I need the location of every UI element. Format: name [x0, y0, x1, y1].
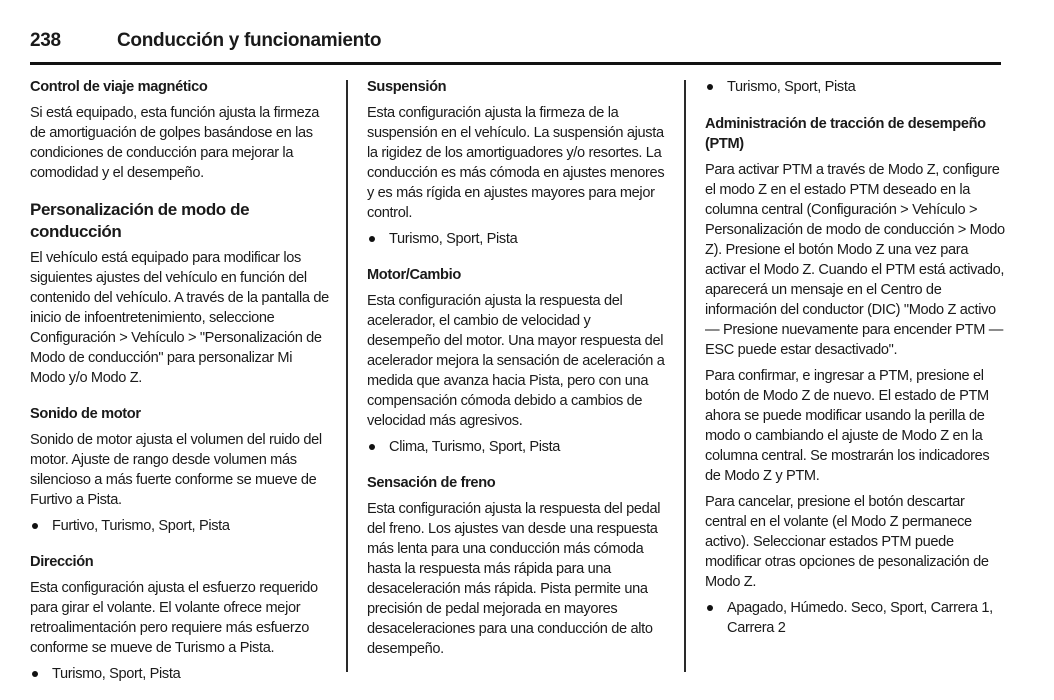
- section-heading: Suspensión: [367, 79, 447, 95]
- section-sonido-de-motor: [30, 404, 330, 536]
- section-paragraph: Para activar PTM a través de Modo Z, configure el modo Z en el estado PTM deseado en la columna central (Configuración > Vehículo > Personalización de modo de conducción > Modo Z). Presione el botón Modo Z una vez para activar el Modo Z. Cuando el PTM está activado, aparecerá un mensaje en el Centro de información del conductor (DIC) "Modo Z activo — Presione nuevamente para encender PTM — ESC puede estar desactivado".: [705, 162, 1005, 358]
- section-heading: Dirección: [30, 554, 94, 570]
- section-direccion: [30, 552, 330, 684]
- section-heading: Administración de tracción de desempeño (PTM): [705, 116, 986, 152]
- section-ptm: [705, 114, 1005, 638]
- bullet-text: Turismo, Sport, Pista: [727, 79, 856, 95]
- section-paragraph: Si está equipado, esta función ajusta la firmeza de amortiguación de golpes basándose en las condiciones de conducción para mejorar la comodidad y el desempeño.: [30, 105, 320, 181]
- section-heading: Sonido de motor: [30, 406, 141, 422]
- page-header: [30, 28, 1001, 65]
- section-heading: Control de viaje magnético: [30, 79, 208, 95]
- column-divider: [684, 80, 686, 672]
- bullet-icon: [707, 84, 713, 90]
- section-personalizacion-modo-conduccion: [30, 199, 330, 388]
- bullet-text: Turismo, Sport, Pista: [52, 666, 181, 682]
- section-paragraph: Esta configuración ajusta la respuesta del pedal del freno. Los ajustes van desde una respuesta más lenta para una conducción más cómoda hasta la respuesta más rápida para una desaceleración más rápida. Pista permite una precisión de pedal mejorada en mayores desaceleraciones para una conducción de alto desempeño.: [367, 501, 661, 657]
- section-heading-major: Personalización de modo de conducción: [30, 200, 250, 241]
- bullet-list: [705, 77, 1005, 97]
- bullet-list: [30, 664, 330, 684]
- bullet-icon: [707, 605, 713, 611]
- page-number: 238: [30, 30, 61, 51]
- column-2: [367, 77, 667, 672]
- section-paragraph: Para confirmar, e ingresar a PTM, presione el botón de Modo Z de nuevo. El estado de PTM ahora se puede modificar usando la perilla de modo o cambiando el ajuste de Modo Z en la columna central. Se mostrarán los indicadores de Modo Z y PTM.: [705, 368, 990, 484]
- bullet-item: [30, 664, 330, 684]
- section-motor-cambio: [367, 265, 667, 457]
- section-paragraph: Para cancelar, presione el botón descartar central en el volante (el Modo Z permanece activo). Seleccionar estados PTM puede modificar otras opciones de pesonalización de Modo Z.: [705, 494, 989, 590]
- bullet-text: Clima, Turismo, Sport, Pista: [389, 439, 561, 455]
- bullet-list: [705, 598, 1005, 638]
- column-divider: [346, 80, 348, 672]
- section-sensacion-de-freno: [367, 473, 667, 659]
- bullet-icon: [369, 444, 375, 450]
- bullet-text: Furtivo, Turismo, Sport, Pista: [52, 518, 230, 534]
- bullet-icon: [32, 671, 38, 677]
- column-3: [705, 77, 1005, 651]
- bullet-item: [30, 516, 330, 536]
- bullet-text: Turismo, Sport, Pista: [389, 231, 518, 247]
- section-control-de-viaje-magnetico: [30, 77, 330, 183]
- section-paragraph: Sonido de motor ajusta el volumen del ruido del motor. Ajuste de rango desde volumen más silencioso a más fuerte conforme se mueve de Furtivo a Pista.: [30, 432, 322, 508]
- page-title: Conducción y funcionamiento: [117, 30, 382, 51]
- bullet-item: [705, 77, 1005, 97]
- bullet-list: [367, 229, 667, 249]
- section-paragraph: El vehículo está equipado para modificar los siguientes ajustes del vehículo en función del contenido del vehículo. A través de la pantalla de inicio de infoentretenimiento, seleccione Configuración > Vehículo > "Personalización de Modo de conducción" para personalizar Mi Modo y/o Modo Z.: [30, 250, 329, 386]
- section-suspension: [367, 77, 667, 249]
- bullet-icon: [369, 236, 375, 242]
- bullet-list: [367, 437, 667, 457]
- column-1: [30, 77, 330, 697]
- section-paragraph: Esta configuración ajusta la firmeza de la suspensión en el vehículo. La suspensión ajusta la rigidez de los amortiguadores y/o resortes. La conducción es más cómoda en ajustes menores y es más rígida en ajustes mayores para mejor control.: [367, 105, 665, 221]
- section-paragraph: Esta configuración ajusta la respuesta del acelerador, el cambio de velocidad y desempeño del motor. Una mayor respuesta del acelerador mejora la sensación de aceleración a medida que avanza hacia Pista, pero con una compensación cómoda debido a cambios de velocidad más agresivos.: [367, 293, 665, 429]
- bullet-text: Apagado, Húmedo. Seco, Sport, Carrera 1, Carrera 2: [727, 600, 993, 636]
- bullet-item: [705, 598, 1005, 638]
- bullet-item: [367, 229, 667, 249]
- bullet-list: [30, 516, 330, 536]
- section-heading: Sensación de freno: [367, 475, 496, 491]
- section-heading: Motor/Cambio: [367, 267, 461, 283]
- section-continued-bullets: [705, 77, 1005, 97]
- section-paragraph: Esta configuración ajusta el esfuerzo requerido para girar el volante. El volante ofrece mejor retroalimentación pero requiere más esfuerzo conforme se mueve de Turismo a Pista.: [30, 580, 318, 656]
- bullet-item: [367, 437, 667, 457]
- bullet-icon: [32, 523, 38, 529]
